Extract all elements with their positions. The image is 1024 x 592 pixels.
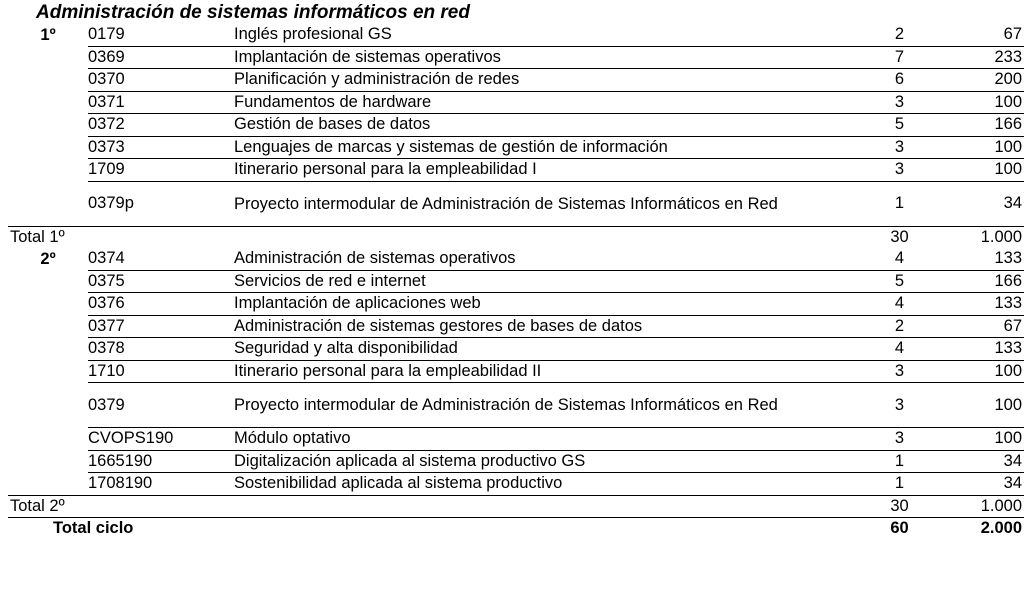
year-cell: [8, 91, 88, 114]
total-hours-total: 1.000: [936, 495, 1024, 518]
module-hours-total: 133: [936, 338, 1024, 361]
module-name: Proyecto intermodular de Administración de Sistemas Informáticos en Red: [234, 181, 863, 226]
module-row: [8, 46, 1024, 69]
module-name: Itinerario personal para la empleabilidad I: [234, 159, 863, 182]
module-hours-week: 3: [863, 360, 936, 383]
module-hours-total: 100: [936, 91, 1024, 114]
module-hours-total: 233: [936, 46, 1024, 69]
year-2-total-row: [8, 495, 1024, 518]
total-hours-total: 1.000: [936, 226, 1024, 248]
module-hours-total: 67: [936, 315, 1024, 338]
module-name: Administración de sistemas gestores de bases de datos: [234, 315, 863, 338]
module-row: [8, 248, 1024, 270]
module-code: 0373: [88, 136, 234, 159]
grand-total-hours-total: 2.000: [936, 518, 1024, 540]
module-code: 0372: [88, 114, 234, 137]
grand-total-row: [8, 518, 1024, 540]
curriculum-table-body: [8, 24, 1024, 540]
module-name: Sostenibilidad aplicada al sistema productivo: [234, 473, 863, 496]
module-row: [8, 360, 1024, 383]
module-row: [8, 428, 1024, 451]
module-hours-total: 34: [936, 473, 1024, 496]
total-label: Total 2º: [8, 495, 863, 518]
year-cell: [8, 69, 88, 92]
module-hours-total: 133: [936, 248, 1024, 270]
year-cell: [8, 338, 88, 361]
module-code: 0379: [88, 383, 234, 428]
module-hours-week: 2: [863, 315, 936, 338]
module-hours-total: 100: [936, 428, 1024, 451]
module-name: Seguridad y alta disponibilidad: [234, 338, 863, 361]
year-cell: [8, 181, 88, 226]
module-name: Implantación de sistemas operativos: [234, 46, 863, 69]
module-hours-week: 4: [863, 248, 936, 270]
module-hours-total: 100: [936, 159, 1024, 182]
module-row: [8, 69, 1024, 92]
module-code: 0377: [88, 315, 234, 338]
year-cell: [8, 383, 88, 428]
module-row: [8, 91, 1024, 114]
module-row: [8, 159, 1024, 182]
module-name: Servicios de red e internet: [234, 270, 863, 293]
module-hours-total: 34: [936, 181, 1024, 226]
module-row: [8, 24, 1024, 46]
module-hours-week: 3: [863, 159, 936, 182]
module-hours-week: 1: [863, 450, 936, 473]
year-cell: [8, 293, 88, 316]
module-code: 0370: [88, 69, 234, 92]
year-2-label: 2º: [40, 249, 56, 268]
module-name: Fundamentos de hardware: [234, 91, 863, 114]
module-code: 1709: [88, 159, 234, 182]
module-hours-week: 6: [863, 69, 936, 92]
module-code: 0179: [88, 24, 234, 46]
year-cell: [8, 450, 88, 473]
module-code: 0374: [88, 248, 234, 270]
module-hours-week: 4: [863, 338, 936, 361]
module-hours-week: 4: [863, 293, 936, 316]
total-label: Total 1º: [8, 226, 863, 248]
module-hours-week: 5: [863, 270, 936, 293]
module-code: 1708190: [88, 473, 234, 496]
module-code: 0376: [88, 293, 234, 316]
module-hours-week: 1: [863, 181, 936, 226]
year-cell: [8, 159, 88, 182]
module-hours-week: 7: [863, 46, 936, 69]
module-name: Administración de sistemas operativos: [234, 248, 863, 270]
module-name: Proyecto intermodular de Administración de Sistemas Informáticos en Red: [234, 383, 863, 428]
module-row: [8, 473, 1024, 496]
year-cell: [8, 315, 88, 338]
module-name: Planificación y administración de redes: [234, 69, 863, 92]
module-row: [8, 383, 1024, 428]
module-hours-total: 100: [936, 383, 1024, 428]
module-row: [8, 181, 1024, 226]
module-hours-week: 3: [863, 91, 936, 114]
year-1-label: 1º: [40, 25, 56, 44]
year-cell: [8, 360, 88, 383]
total-hours-week: 30: [863, 226, 936, 248]
module-name: Módulo optativo: [234, 428, 863, 451]
module-name: Implantación de aplicaciones web: [234, 293, 863, 316]
module-name: Itinerario personal para la empleabilidad II: [234, 360, 863, 383]
year-cell: [8, 114, 88, 137]
year-cell: [8, 270, 88, 293]
module-hours-total: 166: [936, 114, 1024, 137]
module-hours-total: 67: [936, 24, 1024, 46]
year-cell: [8, 428, 88, 451]
module-hours-week: 1: [863, 473, 936, 496]
year-cell: [8, 136, 88, 159]
module-hours-week: 2: [863, 24, 936, 46]
module-hours-total: 133: [936, 293, 1024, 316]
module-row: [8, 338, 1024, 361]
module-code: 1710: [88, 360, 234, 383]
module-row: [8, 315, 1024, 338]
module-code: 1665190: [88, 450, 234, 473]
year-1-total-row: [8, 226, 1024, 248]
module-code: 0378: [88, 338, 234, 361]
module-hours-total: 100: [936, 360, 1024, 383]
module-hours-week: 5: [863, 114, 936, 137]
curriculum-table: [8, 24, 1024, 540]
module-row: [8, 450, 1024, 473]
grand-total-label: Total ciclo: [8, 518, 863, 540]
grand-total-hours-week: 60: [863, 518, 936, 540]
module-code: 0371: [88, 91, 234, 114]
module-hours-week: 3: [863, 383, 936, 428]
module-hours-total: 34: [936, 450, 1024, 473]
module-code: 0369: [88, 46, 234, 69]
module-name: Lenguajes de marcas y sistemas de gestión de información: [234, 136, 863, 159]
module-code: 0375: [88, 270, 234, 293]
module-row: [8, 136, 1024, 159]
module-name: Inglés profesional GS: [234, 24, 863, 46]
year-cell: [8, 46, 88, 69]
module-code: CVOPS190: [88, 428, 234, 451]
module-name: Gestión de bases de datos: [234, 114, 863, 137]
module-row: [8, 114, 1024, 137]
table-title: Administración de sistemas informáticos en red: [36, 2, 470, 23]
module-hours-total: 100: [936, 136, 1024, 159]
module-hours-week: 3: [863, 428, 936, 451]
module-hours-total: 166: [936, 270, 1024, 293]
module-row: [8, 270, 1024, 293]
module-hours-total: 200: [936, 69, 1024, 92]
total-hours-week: 30: [863, 495, 936, 518]
module-code: 0379p: [88, 181, 234, 226]
module-name: Digitalización aplicada al sistema productivo GS: [234, 450, 863, 473]
module-hours-week: 3: [863, 136, 936, 159]
year-cell: [8, 473, 88, 496]
module-row: [8, 293, 1024, 316]
